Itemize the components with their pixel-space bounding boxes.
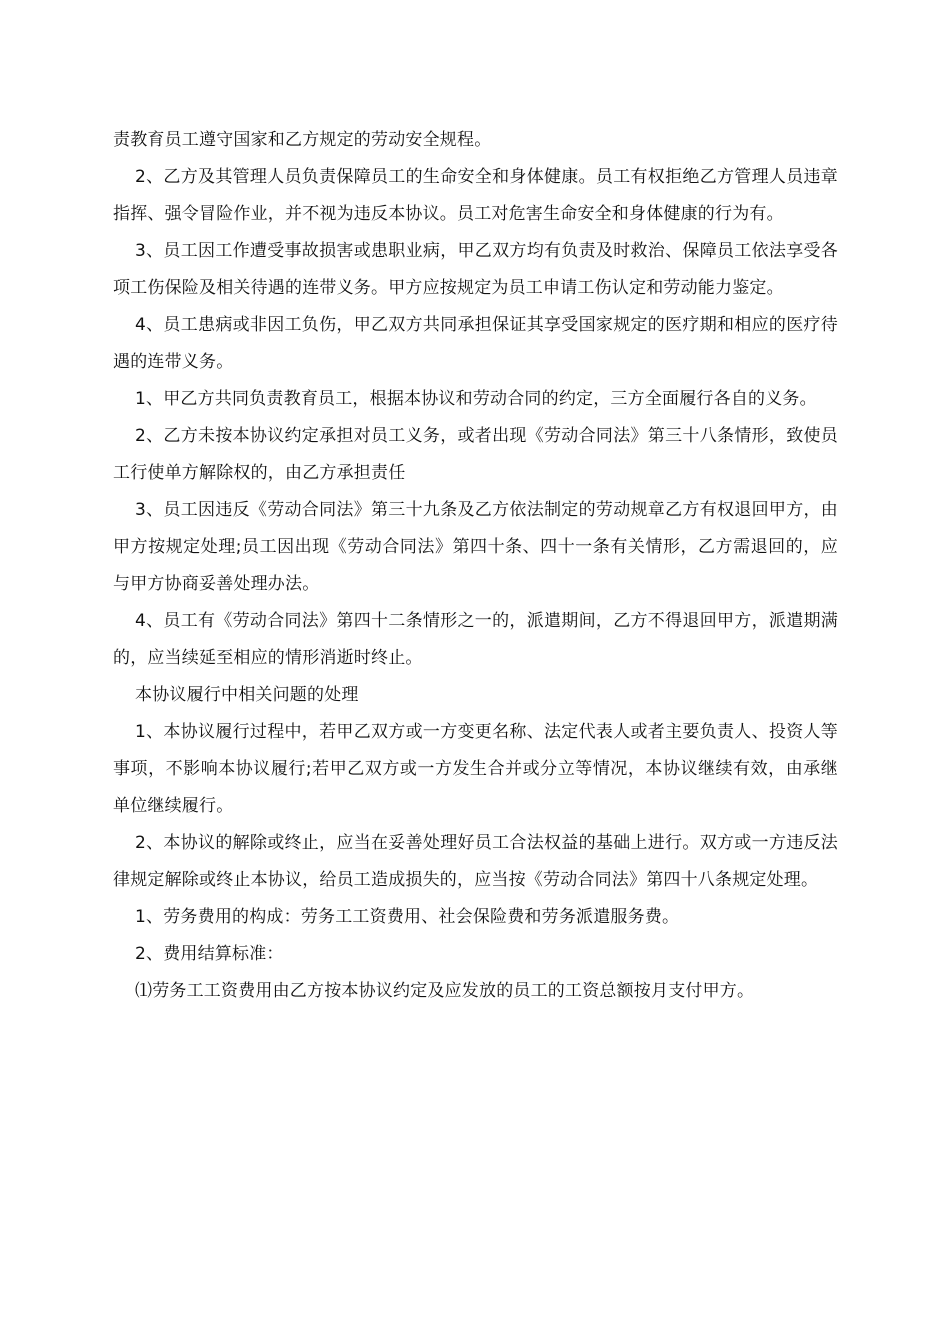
- paragraph: 2、费用结算标准：: [135, 944, 284, 964]
- paragraph: 1、劳务费用的构成：劳务工工资费用、社会保险费和劳务派遣服务费。: [135, 907, 680, 927]
- document-body: [113, 122, 838, 1010]
- paragraph: 2、乙方及其管理人员负责保障员工的生命安全和身体健康。员工有权拒绝乙方管理人员违章指挥、强令冒险作业，并不视为违反本协议。员工对危害生命安全和身体健康的行为有。: [113, 167, 838, 224]
- paragraph: ⑴劳务工工资费用由乙方按本协议约定及应发放的员工的工资总额按月支付甲方。: [135, 981, 755, 1001]
- section-heading: 本协议履行中相关问题的处理: [135, 685, 359, 705]
- paragraph: 1、甲乙方共同负责教育员工，根据本协议和劳动合同的约定，三方全面履行各自的义务。: [135, 389, 817, 409]
- paragraph: 责教育员工遵守国家和乙方规定的劳动安全规程。: [113, 130, 492, 150]
- paragraph: 2、本协议的解除或终止，应当在妥善处理好员工合法权益的基础上进行。双方或一方违反法律规定解除或终止本协议，给员工造成损失的，应当按《劳动合同法》第四十八条规定处理。: [113, 833, 838, 890]
- paragraph: 4、员工有《劳动合同法》第四十二条情形之一的，派遣期间，乙方不得退回甲方，派遣期满的，应当续延至相应的情形消逝时终止。: [113, 611, 838, 668]
- paragraph: 2、乙方未按本协议约定承担对员工义务，或者出现《劳动合同法》第三十八条情形，致使员工行使单方解除权的，由乙方承担责任: [113, 426, 838, 483]
- paragraph: 1、本协议履行过程中，若甲乙双方或一方变更名称、法定代表人或者主要负责人、投资人等事项，不影响本协议履行;若甲乙双方或一方发生合并或分立等情况，本协议继续有效，由承继单位继续履行。: [113, 722, 838, 816]
- paragraph: 3、员工因工作遭受事故损害或患职业病，甲乙双方均有负责及时救治、保障员工依法享受各项工伤保险及相关待遇的连带义务。甲方应按规定为员工申请工伤认定和劳动能力鉴定。: [113, 241, 838, 298]
- paragraph: 3、员工因违反《劳动合同法》第三十九条及乙方依法制定的劳动规章乙方有权退回甲方，由甲方按规定处理;员工因出现《劳动合同法》第四十条、四十一条有关情形，乙方需退回的，应与甲方协商妥善处理办法。: [113, 500, 838, 594]
- paragraph: 4、员工患病或非因工负伤，甲乙双方共同承担保证其享受国家规定的医疗期和相应的医疗待遇的连带义务。: [113, 315, 838, 372]
